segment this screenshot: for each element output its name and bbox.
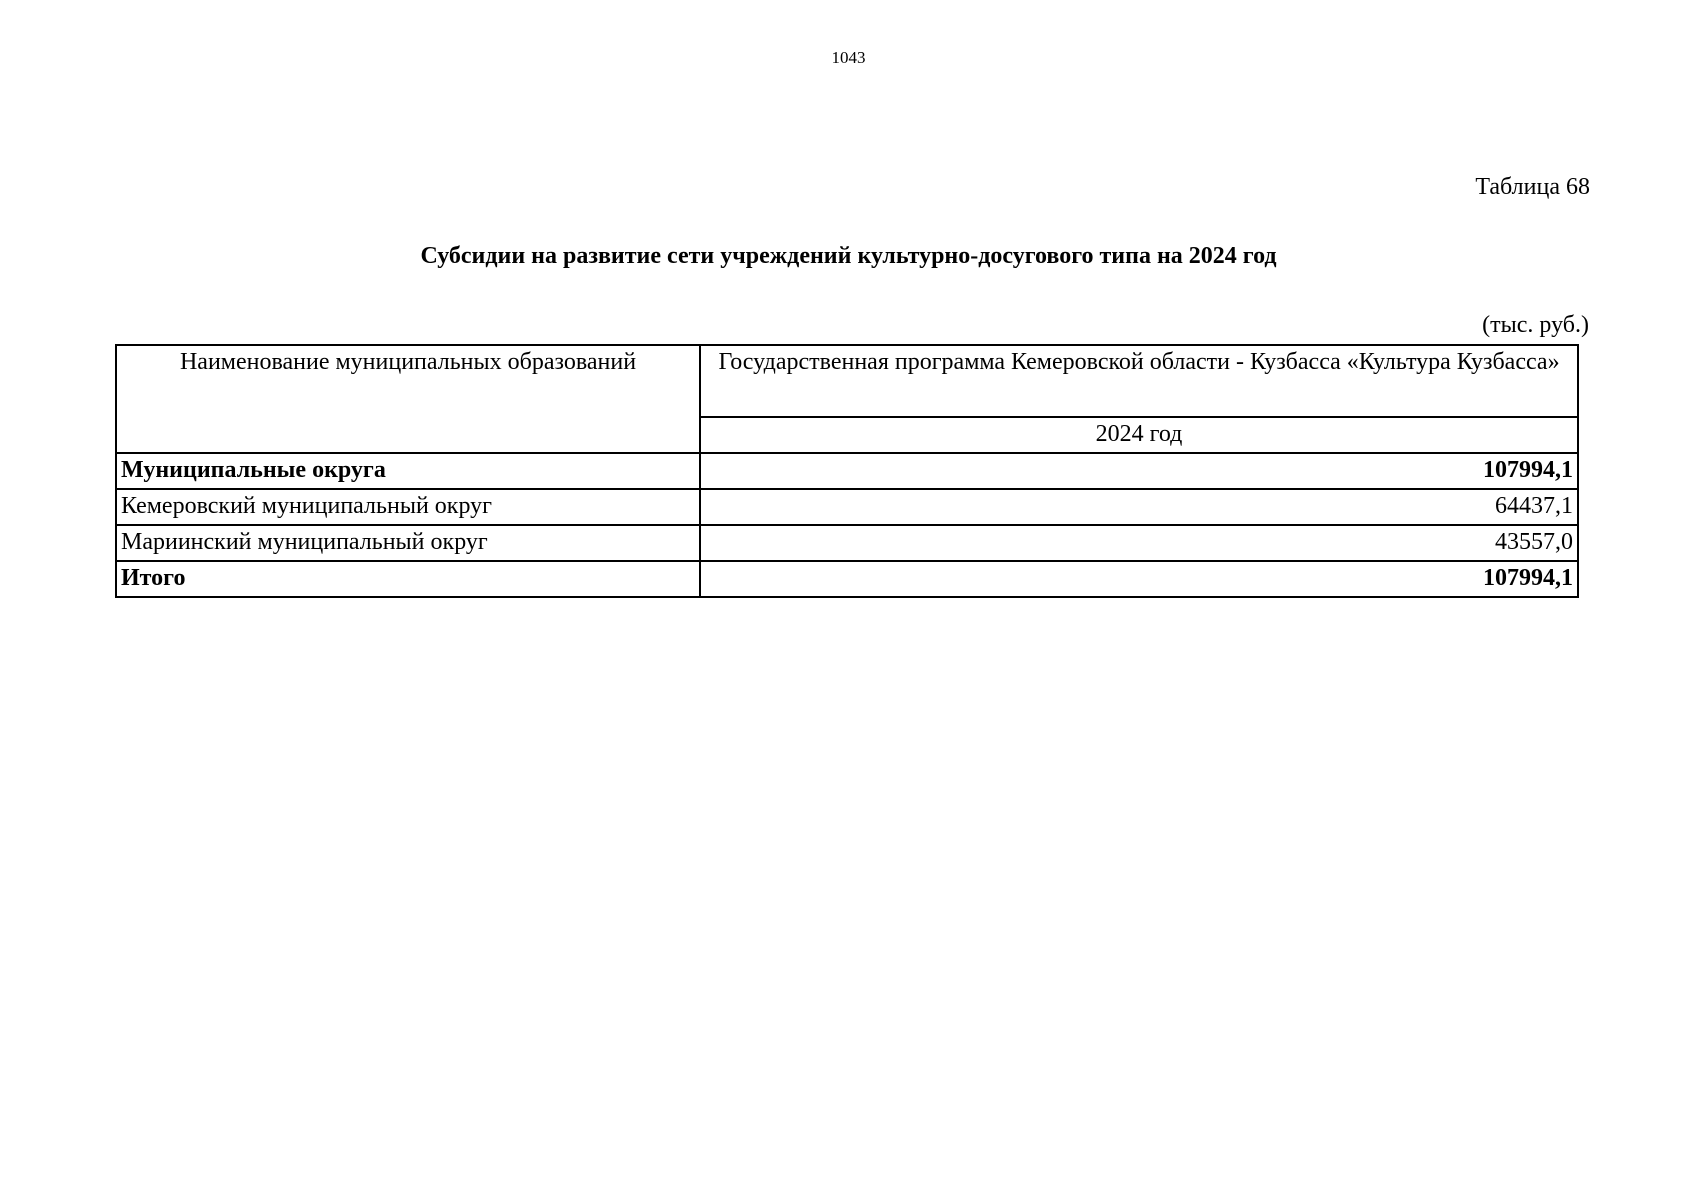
table-row-total xyxy=(116,561,1578,597)
row-name: Итого xyxy=(116,561,700,597)
row-name: Муниципальные округа xyxy=(116,453,700,489)
row-value: 43557,0 xyxy=(700,525,1578,561)
page-number: 1043 xyxy=(831,48,866,67)
row-name: Мариинский муниципальный округ xyxy=(116,525,700,561)
table-row-kemerovo-district xyxy=(116,489,1578,525)
table-row-mariinsk-district xyxy=(116,525,1578,561)
subsidy-table xyxy=(115,344,1579,598)
units-label: (тыс. руб.) xyxy=(1482,312,1589,338)
row-value: 107994,1 xyxy=(700,453,1578,489)
row-value: 107994,1 xyxy=(700,561,1578,597)
header-state-program: Государственная программа Кемеровской области - Кузбасса «Культура Кузбасса» xyxy=(700,345,1578,417)
table-number: Таблица 68 xyxy=(1475,174,1590,200)
header-year: 2024 год xyxy=(700,417,1578,453)
row-name: Кемеровский муниципальный округ xyxy=(116,489,700,525)
table-header-row xyxy=(116,345,1578,417)
table-row-municipal-districts xyxy=(116,453,1578,489)
row-value: 64437,1 xyxy=(700,489,1578,525)
document-title: Субсидии на развитие сети учреждений культурно-досугового типа на 2024 год xyxy=(420,243,1277,269)
header-municipality-name: Наименование муниципальных образований xyxy=(116,345,700,453)
